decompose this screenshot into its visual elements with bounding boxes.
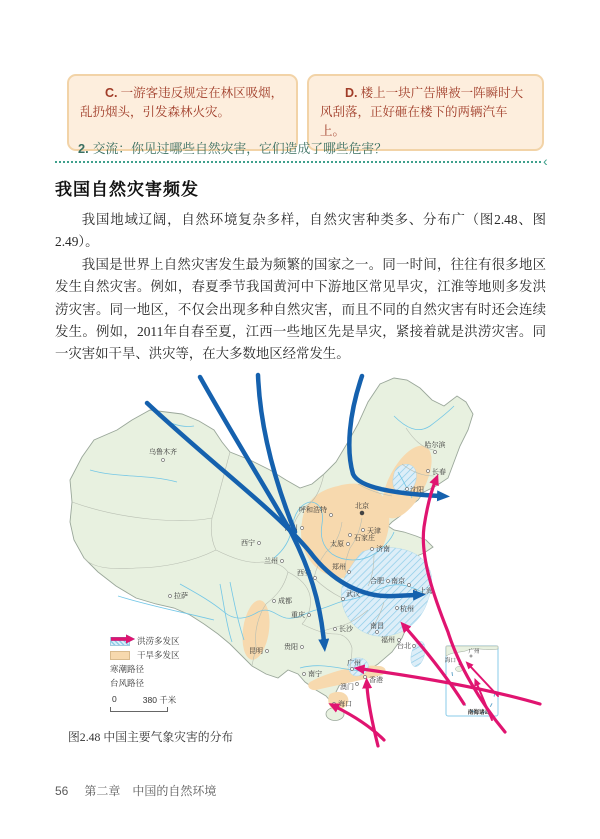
city-label: 兰州 [264,558,278,565]
option-c-text: C. 一游客违反规定在林区吸烟，乱扔烟头，引发森林火灾。 [80,86,284,119]
pink-arrow-icon [110,634,136,644]
city-dot [371,548,374,551]
city-dot [301,527,304,530]
option-c-label: C. [105,86,118,100]
city-dot [356,683,359,686]
legend-typhoon-label: 台风路径 [110,678,145,688]
city-dot [334,628,337,631]
city-label: 上海 [419,588,433,595]
city-label: 重庆 [291,612,305,619]
city-label: 成都 [278,598,292,605]
city-dot [266,650,269,653]
city-label: 昆明 [249,648,263,655]
city-label: 台北 [397,643,411,650]
city-dot [427,470,430,473]
city-dot [360,511,364,515]
city-dot [413,645,416,648]
book-title: 中国的自然环境 [132,784,217,798]
city-label: 长春 [432,469,446,476]
option-d-label: D. [345,86,358,100]
city-dot [258,542,261,545]
city-label: 武汉 [346,591,360,598]
city-label: 西安 [297,570,311,577]
activity-item-text: 交流：你见过哪些自然灾害，它们造成了哪些危害？ [92,142,388,156]
activity-item [78,138,538,157]
option-d-text: D. 楼上一块广告牌被一阵瞬时大风刮落，正好砸在楼下的两辆汽车上。 [320,86,524,138]
city-dot [330,514,333,517]
legend-flood-label: 洪涝多发区 [137,636,180,646]
city-dot [406,488,409,491]
city-label: 福州 [381,637,395,644]
city-label: 郑州 [332,564,346,571]
legend-coldwave-label: 寒潮路径 [110,664,145,674]
drought-swatch-icon [110,651,130,660]
city-label: 南宁 [308,671,322,678]
city-dot [314,577,317,580]
paragraph-1: 我国地域辽阔，自然环境复杂多样，自然灾害种类多、分布广（图2.48、图2.49）。 [55,212,546,250]
legend-coldwave [110,662,180,676]
section-heading: 我国自然灾害频发 [55,180,199,199]
city-label: 长沙 [339,626,353,633]
city-label: 拉萨 [174,593,188,600]
section-divider [55,161,541,163]
legend-typhoon [110,676,180,690]
city-label: 贵阳 [284,644,298,651]
city-label: 香港 [369,677,383,684]
city-dot [281,560,284,563]
city-dot [333,703,336,706]
page-number: 56 [55,784,69,798]
city-label: 合肥 [370,578,384,585]
city-dot [414,590,417,593]
scale-distance: 380 千米 [142,695,177,705]
scale-bar [110,707,168,712]
map-scale [110,694,180,712]
city-label: 南昌 [370,623,384,630]
map-legend [110,634,180,712]
city-label: 广州 [347,660,361,667]
city-label: 沈阳 [410,487,424,494]
city-label: 海口 [444,658,456,664]
city-dot [376,631,379,634]
city-label: 南京 [391,578,405,585]
city-label: 呼和浩特 [299,507,327,514]
city-label: 澳门 [340,684,354,691]
figure-map [62,372,542,748]
city-dot [387,580,390,583]
page-footer [55,782,216,799]
city-label: 天津 [367,528,381,535]
city-dot [347,543,350,546]
city-dot [398,639,401,642]
city-label: 海口 [338,701,352,708]
city-dot [348,571,351,574]
city-dot [470,655,472,657]
divider-arrow-icon: ‹ [543,153,548,169]
city-dot [408,584,411,587]
city-dot [303,673,306,676]
city-label: 太原 [330,541,344,548]
city-label: 银川 [284,525,298,532]
city-label: 乌鲁木齐 [149,449,177,456]
city-dot [351,668,354,671]
city-dot [342,598,345,601]
city-dot [162,459,165,462]
scale-zero: 0 [112,694,117,704]
city-label: 广州 [468,649,480,655]
city-dot [434,451,437,454]
city-label: 北京 [355,503,369,510]
city-label: 石家庄 [354,535,375,542]
legend-drought [110,648,180,662]
chapter-label: 第二章 [84,784,121,798]
paragraph-2: 我国是世界上自然灾害发生最为频繁的国家之一。同一时间，往往有很多地区发生自然灾害。例如，春夏季节我国黄河中下游地区常见旱灾，江淮等地则多发洪涝灾害。同一地区，不仅会出现多种自然灾害，而且不同的自然灾害有时还会连续发生。例如，2011年自春至夏，江西一些地区先是旱灾，紧接着就是洪涝灾害。同一灾害如干旱、洪灾等，在大多数地区经常发生。 [55,256,546,362]
city-dot [301,646,304,649]
activity-item-number: 2. [78,141,89,156]
city-dot [308,614,311,617]
figure-caption: 图2.48 中国主要气象灾害的分布 [68,730,234,744]
city-dot [169,595,172,598]
section-body [55,175,546,366]
city-label: 西宁 [241,540,255,547]
city-dot [273,600,276,603]
city-dot [364,676,367,679]
legend-drought-label: 干旱多发区 [137,650,180,660]
city-label: 济南 [376,546,390,553]
inset-title: 南海诸岛 [467,710,491,716]
city-label: 哈尔滨 [424,442,446,449]
city-dot [362,529,365,532]
city-label: 杭州 [400,606,414,613]
city-dot [396,607,399,610]
city-dot [349,534,352,537]
